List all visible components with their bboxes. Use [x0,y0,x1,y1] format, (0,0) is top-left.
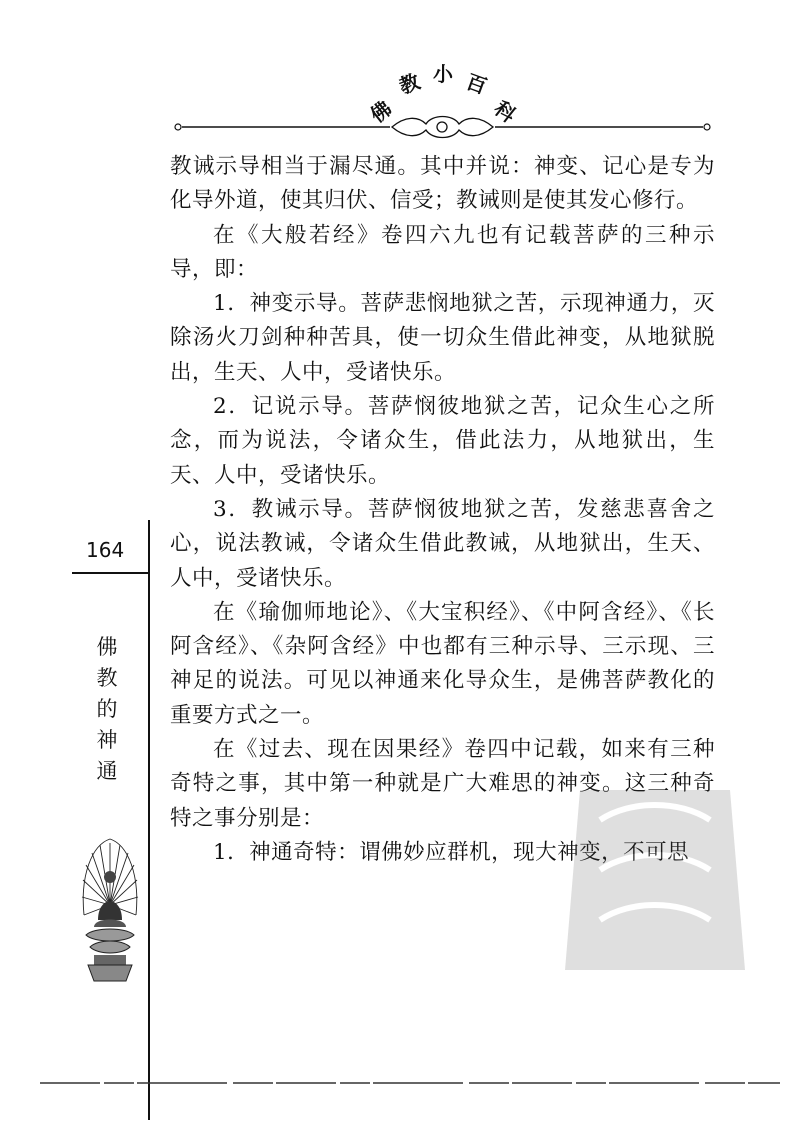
paragraph: 在《过去、现在因果经》卷四中记载，如来有三种奇特之事，其中第一种就是广大难思的神变。这三种奇特之事分别是： [170,737,715,831]
header-title-char: 小 [433,62,453,86]
header-ornament-rule [170,112,715,142]
header-title-char: 科 [489,96,521,128]
paragraph: 1．神变示导。菩萨悲悯地狱之苦，示现神通力，灭除汤火刀剑种种苦具，使一切众生借此神变，从地狱脱出，生天、人中，受诸快乐。 [170,291,715,385]
watermark-seal-icon [560,780,750,980]
paragraph: 3．教诫示导。菩萨悯彼地狱之苦，发慈悲喜舍之心，说法教诫，令诸众生借此教诫，从地狱出，生天、人中，受诸快乐。 [170,496,715,591]
paragraph: 教诫示导相当于漏尽通。其中并说：神变、记心是专为化导外道，使其归伏、信受；教诫则是使其发心修行。 [170,154,715,214]
paragraph: 在《大般若经》卷四六九也有记载菩萨的三种示导，即： [170,222,715,282]
margin-vertical-rule [148,520,150,1120]
side-book-title: 佛教的神通 [96,635,118,783]
buddha-icon [80,835,140,990]
page-number: 164 [86,538,125,562]
bottom-border-rule [40,1080,780,1086]
header-title-char: 教 [396,69,424,99]
paragraph: 1．神通奇特：谓佛妙应群机，现大神变，不可思 [213,839,690,865]
body-text [170,150,715,870]
paragraph: 在《瑜伽师地论》、《大宝积经》、《中阿含经》、《长阿含经》、《杂阿含经》中也都有三种示导、三示现、三神足的说法。可见以神通来化导众生，是佛菩萨教化的重要方式之一。 [170,599,715,728]
margin-horizontal-rule [72,572,149,574]
running-header [0,0,793,140]
header-title-char: 百 [462,69,490,99]
paragraph: 2．记说示导。菩萨悯彼地狱之苦，记众生心之所念，而为说法，令诸众生，借此法力，从地狱出，生天、人中，受诸快乐。 [170,394,715,488]
header-title-char: 佛 [365,96,397,128]
